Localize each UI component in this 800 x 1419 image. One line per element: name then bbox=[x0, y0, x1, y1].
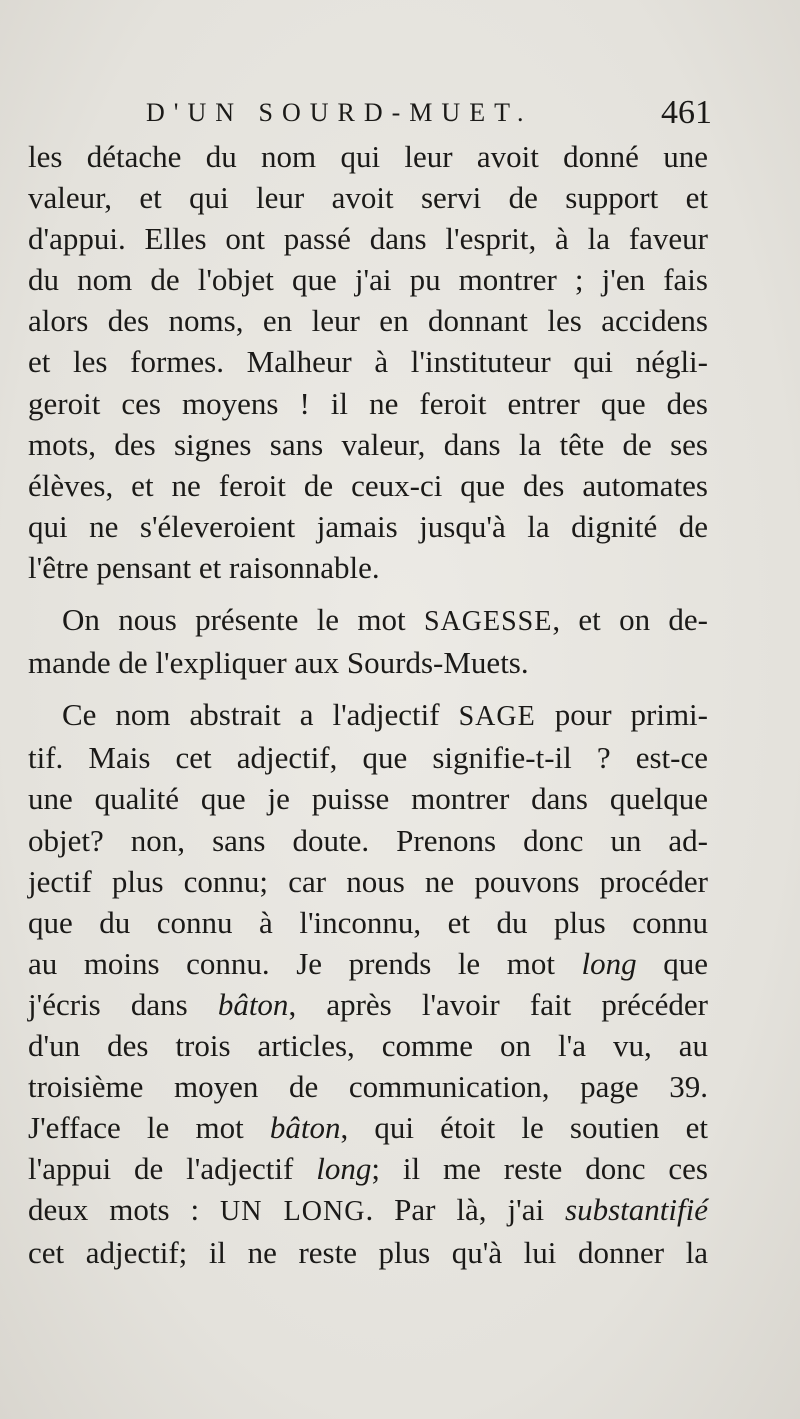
text-line: objet? non, sans doute. Prenons donc un ad- bbox=[28, 822, 708, 858]
text-run: J'efface le mot bbox=[28, 1110, 270, 1146]
text-run: au moins connu. Je prends le mot bbox=[28, 945, 582, 981]
text-line bbox=[28, 694, 708, 737]
italic-word: long bbox=[581, 945, 637, 981]
text-line: cet adjectif; il ne reste plus qu'à lui donner la bbox=[28, 1235, 708, 1271]
text-line: les détache du nom qui leur avoit donné une bbox=[28, 139, 708, 174]
italic-word: long bbox=[316, 1151, 372, 1187]
text-line: valeur, et qui leur avoit servi de support et bbox=[28, 180, 708, 216]
text-run: pour primi- bbox=[535, 697, 708, 733]
running-title: D'UN SOURD-MUET. bbox=[146, 98, 533, 127]
text-run: deux mots : bbox=[28, 1192, 221, 1228]
small-caps-word: SAGE bbox=[458, 701, 536, 733]
text-run: que bbox=[636, 945, 708, 981]
body-text bbox=[28, 136, 708, 1274]
paragraph-3 bbox=[28, 694, 708, 1273]
text-line: d'un des trois articles, comme on l'a vu, au bbox=[28, 1027, 708, 1063]
text-line: alors des noms, en leur en donnant les accidens bbox=[28, 303, 708, 339]
text-line: tif. Mais cet adjectif, que signifie-t-il ? est-ce bbox=[28, 740, 708, 776]
text-line bbox=[28, 599, 708, 642]
text-line: élèves, et ne feroit de ceux-ci que des automates bbox=[28, 467, 708, 503]
text-run: ; il me reste donc ces bbox=[371, 1151, 708, 1187]
text-run: , après l'avoir fait précéder bbox=[288, 986, 708, 1022]
text-line: une qualité que je puisse montrer dans quelque bbox=[28, 781, 708, 817]
text-line: d'appui. Elles ont passé dans l'esprit, à la faveur bbox=[28, 221, 708, 257]
text-run: , et on de- bbox=[552, 602, 708, 638]
text-line bbox=[28, 1107, 708, 1148]
text-line: mande de l'expliquer aux Sourds-Muets. bbox=[28, 645, 529, 681]
italic-word: bâton bbox=[217, 986, 289, 1022]
text-line bbox=[28, 1148, 708, 1189]
text-line bbox=[28, 1189, 708, 1232]
text-run: , qui étoit le soutien et bbox=[340, 1110, 708, 1146]
paragraph-1 bbox=[28, 136, 708, 588]
text-line: troisième moyen de communication, page 39. bbox=[28, 1069, 708, 1105]
text-line: jectif plus connu; car nous ne pouvons procéder bbox=[28, 863, 708, 899]
text-line: geroit ces moyens ! il ne feroit entrer que des bbox=[28, 385, 708, 421]
paragraph-2 bbox=[28, 599, 708, 683]
small-caps-word: UN LONG bbox=[220, 1196, 366, 1228]
text-line: qui ne s'éleveroient jamais jusqu'à la dignité de bbox=[28, 508, 708, 544]
running-head bbox=[28, 88, 712, 138]
italic-word: substantifié bbox=[565, 1192, 708, 1228]
text-line: mots, des signes sans valeur, dans la tête de ses bbox=[28, 426, 708, 462]
text-line: l'être pensant et raisonnable. bbox=[28, 549, 380, 585]
italic-word: bâton bbox=[269, 1110, 341, 1146]
text-line: et les formes. Malheur à l'instituteur qui négli- bbox=[28, 344, 708, 380]
text-run: On nous présente le mot bbox=[62, 602, 424, 638]
text-run: j'écris dans bbox=[28, 986, 218, 1022]
text-run: l'appui de l'adjectif bbox=[28, 1151, 317, 1187]
small-caps-word: SAGESSE bbox=[423, 606, 553, 638]
text-run: Ce nom abstrait a l'adjectif bbox=[62, 697, 459, 733]
text-line: que du connu à l'inconnu, et du plus connu bbox=[28, 904, 708, 940]
text-line bbox=[28, 943, 708, 984]
text-line: du nom de l'objet que j'ai pu montrer ; j'en fais bbox=[28, 262, 708, 298]
page-number: 461 bbox=[661, 94, 712, 131]
text-run: . Par là, j'ai bbox=[365, 1192, 566, 1228]
text-line bbox=[28, 984, 708, 1025]
